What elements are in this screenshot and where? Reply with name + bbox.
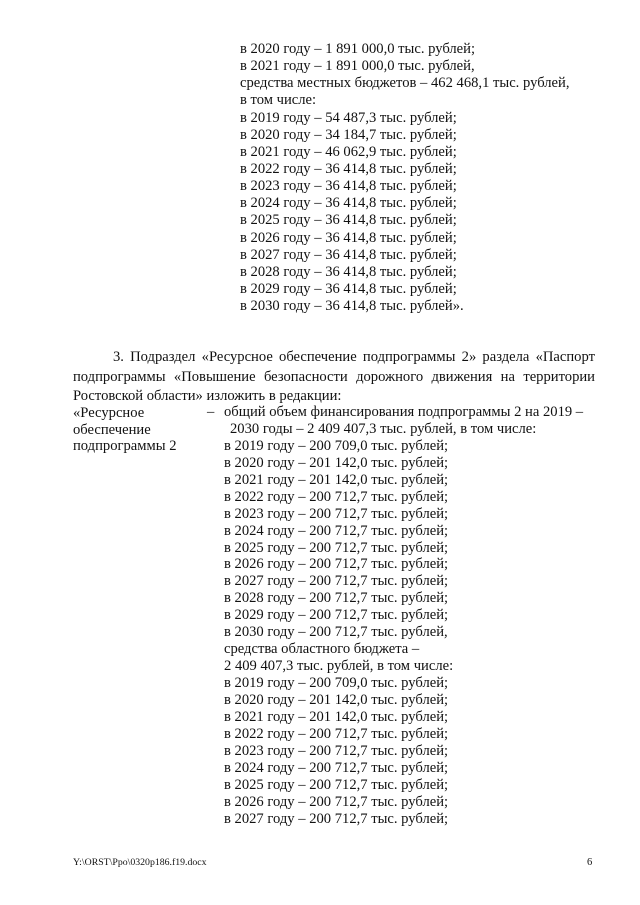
list-item: в 2021 году – 1 891 000,0 тыс. рублей, [240,58,475,75]
list-item: 2 409 407,3 тыс. рублей, в том числе: [224,658,454,675]
list-item: в 2019 году – 54 487,3 тыс. рублей; [240,109,457,126]
list-item: в 2028 году – 36 414,8 тыс. рублей; [240,263,457,280]
list-item: в 2030 году – 200 712,7 тыс. рублей, [224,624,448,641]
paragraph-word: Подраздел [130,349,196,365]
funding-list-top [240,41,569,315]
list-item: в 2025 году – 200 712,7 тыс. рублей; [224,539,449,556]
list-item: в 2021 году – 201 142,0 тыс. рублей; [224,471,449,488]
list-item: в 2021 году – 46 062,9 тыс. рублей; [240,143,457,160]
list-item: средства областного бюджета – [224,641,420,658]
list-item: в 2019 году – 200 709,0 тыс. рублей; [224,675,449,691]
list-item: в 2027 году – 200 712,7 тыс. рублей; [224,810,449,827]
list-item: в 2022 году – 200 712,7 тыс. рублей; [224,488,449,505]
list-item: в 2024 году – 36 414,8 тыс. рублей; [240,195,457,212]
list-item: в 2020 году – 1 891 000,0 тыс. рублей; [240,41,476,57]
list-item: в 2023 году – 200 712,7 тыс. рублей; [224,742,449,759]
paragraph-word: территории [523,368,595,385]
list-item: в 2026 году – 200 712,7 тыс. рублей; [224,556,449,573]
paragraph-line-1 [73,348,595,368]
list-item: 2030 годы – 2 409 407,3 тыс. рублей, в том числе: [230,420,537,437]
list-item: в 2020 году – 34 184,7 тыс. рублей; [240,126,457,143]
list-item: в 2026 году – 200 712,7 тыс. рублей; [224,793,449,810]
list-item: в том числе: [240,92,317,109]
paragraph-word: подпрограммы [362,349,456,365]
list-item: в 2024 году – 200 712,7 тыс. рублей; [224,759,449,776]
paragraph-line-3: Ростовской области» изложить в редакции: [73,388,342,404]
list-item: в 2019 году – 200 709,0 тыс. рублей; [224,437,449,454]
paragraph-word: дорожного [356,368,424,385]
paragraph-word: движения [431,368,493,385]
paragraph-word: подпрограммы [73,368,166,385]
list-item: в 2020 году – 201 142,0 тыс. рублей; [224,454,449,471]
paragraph-word: безопасности [263,368,348,385]
list-item: в 2023 году – 36 414,8 тыс. рублей; [240,178,457,195]
paragraph-word: на [500,368,515,385]
label-line: подпрограммы 2 [73,438,177,454]
list-item: в 2025 году – 36 414,8 тыс. рублей; [240,212,457,229]
list-item: в 2027 году – 36 414,8 тыс. рублей; [240,246,457,263]
list-item: в 2020 году – 201 142,0 тыс. рублей; [224,691,449,708]
instruction-paragraph [73,348,595,407]
footer-file-path: Y:\ORST\Ppo\0320p186.f19.docx [73,857,207,868]
list-item: средства местных бюджетов – 462 468,1 тыс. рублей, [240,75,570,92]
list-item: в 2024 году – 200 712,7 тыс. рублей; [224,522,449,539]
list-item: в 2027 году – 200 712,7 тыс. рублей; [224,573,449,590]
list-item: в 2021 году – 201 142,0 тыс. рублей; [224,708,449,725]
paragraph-word: «Паспорт [535,349,595,365]
paragraph-word: 3. [113,349,124,365]
paragraph-line-2 [73,368,595,388]
label-line: «Ресурсное [73,405,145,421]
paragraph-word: раздела [482,349,530,365]
list-item: в 2029 году – 36 414,8 тыс. рублей; [240,280,457,297]
list-item: в 2023 году – 200 712,7 тыс. рублей; [224,505,449,522]
list-item: в 2030 году – 36 414,8 тыс. рублей». [240,298,464,315]
label-dash: – [207,404,215,420]
list-item: в 2022 году – 200 712,7 тыс. рублей; [224,725,449,742]
list-item: в 2029 году – 200 712,7 тыс. рублей; [224,607,449,624]
list-item: в 2025 году – 200 712,7 тыс. рублей; [224,776,449,793]
resource-funding-list [224,404,583,827]
paragraph-word: «Повышение [173,368,256,385]
resource-section-label [73,405,177,455]
paragraph-word: 2» [461,349,477,365]
page-number: 6 [587,857,593,868]
paragraph-word: «Ресурсное [201,349,273,365]
label-line: обеспечение [73,421,151,438]
list-item: в 2028 году – 200 712,7 тыс. рублей; [224,590,449,607]
list-item: в 2026 году – 36 414,8 тыс. рублей; [240,229,457,246]
list-item: общий объем финансирования подпрограммы 2 на 2019 – [224,404,584,420]
list-item: в 2022 году – 36 414,8 тыс. рублей; [240,160,457,177]
paragraph-word: обеспечение [279,349,357,365]
